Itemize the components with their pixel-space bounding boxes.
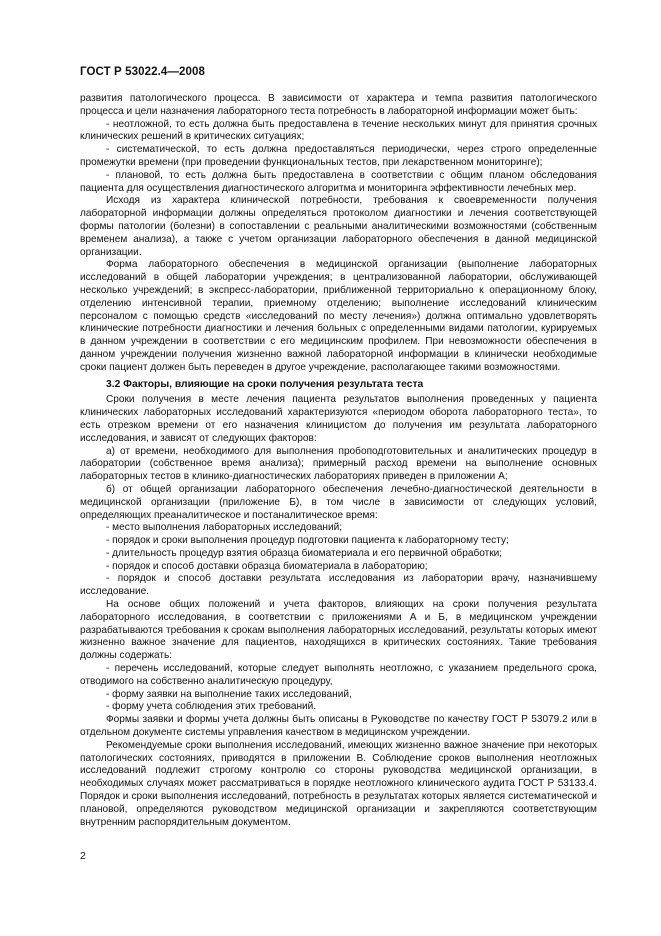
list-item: - порядок и способ доставки результата исследования из лаборатории врачу, назначившему исследование.	[80, 573, 597, 598]
list-item: а) от времени, необходимого для выполнения пробоподготовительных и аналитических процедур в лаборатории (собственное время анализа); примерный расход времени на выполнение основных лабораторных тестов в клинико-диагностических лабораториях приведен в приложении А;	[80, 445, 597, 483]
paragraph: На основе общих положений и учета факторов, влияющих на сроки получения результата лабораторного исследования, в соответствии с приложениями А и Б, в медицинском учреждении разрабатываются требования к срокам выполнения лабораторных исследований, результаты которых имеют жизненно важное значение для пациентов, находящихся в критических состояниях. Такие требования должны содержать:	[80, 599, 597, 662]
paragraph: Формы заявки и формы учета должны быть описаны в Руководстве по качеству ГОСТ Р 53079.2 или в отдельном документе системы управления качеством в медицинском учреждении.	[80, 714, 597, 739]
list-item: - длительность процедур взятия образца биоматериала и его первичной обработки;	[106, 547, 503, 559]
paragraph: Исходя из характера клинической потребности, требования к своевременности получения лабораторной информации должны определяться протоколом диагностики и лечения соответствующей формы патологии (болезни) в сопоставлении с реальными аналитическими возможностями (собственным временем анализа), а также с учетом организации лабораторного обеспечения в данной медицинской организации.	[80, 195, 597, 258]
list-item: - место выполнения лабораторных исследований;	[106, 522, 343, 534]
paragraph: Рекомендуемые сроки выполнения исследований, имеющих жизненно важное значение при некоторых патологических состояниях, приводятся в приложении В. Соблюдение сроков выполнения неотложных исследований подлежит строгому контролю со стороны руководства медицинской организации, в необходимых случаях может рассматриваться в порядке неотложного клинического аудита ГОСТ Р 53133.4. Порядок и сроки выполнения исследований, потребность в результатах которых является систематической и плановой, определяются руководством медицинской организации и закрепляются соответствующим внутренним распорядительным документом.	[80, 739, 597, 828]
list-item: - форму учета соблюдения этих требований.	[106, 701, 317, 713]
main-text	[80, 93, 597, 829]
paragraph: развития патологического процесса. В зависимости от характера и темпа развития патологического процесса и цели назначения лабораторного теста потребность в лабораторной информации может быть:	[80, 93, 597, 117]
section-heading: 3.2 Факторы, влияющие на сроки получения результата теста	[106, 378, 424, 390]
list-item: - систематической, то есть должна предоставляться периодически, через строго определенные промежутки времени (при проведении функциональных тестов, при лекарственном мониторинге);	[80, 144, 597, 168]
list-item: - порядок и способ доставки образца биоматериала в лабораторию;	[106, 560, 428, 572]
document-header: ГОСТ Р 53022.4—2008	[80, 66, 205, 78]
list-item: - форму заявки на выполнение таких исследований,	[106, 688, 352, 700]
list-item: б) от общей организации лабораторного обеспечения лечебно-диагностической деятельности в медицинской организации (приложение Б), в том числе в зависимости от следующих условий, определяющих преаналитическое и постаналитическое время:	[80, 483, 597, 521]
list-item: - порядок и сроки выполнения процедур подготовки пациента к лабораторному тесту;	[106, 535, 509, 547]
page-number: 2	[80, 850, 86, 862]
list-item: - плановой, то есть должна быть предоставлена в соответствии с общим планом обследования пациента для осуществления диагностического алгоритма и мониторинга эффективности лечебных мер.	[80, 169, 597, 194]
list-item: - перечень исследований, которые следует выполнять неотложно, с указанием предельного срока, отводимого на собственно аналитическую процедуру,	[80, 663, 597, 687]
list-item: - неотложной, то есть должна быть предоставлена в течение нескольких минут для принятия срочных клинических решений в критических ситуациях;	[80, 118, 597, 143]
paragraph: Сроки получения в месте лечения пациента результатов выполнения проведенных у пациента клинических лабораторных исследований характеризуются «периодом оборота лабораторного теста», то есть отрезком времени от его назначения клиницистом до получения им результата лабораторного исследования, и зависят от следующих факторов:	[80, 394, 597, 444]
paragraph: Форма лабораторного обеспечения в медицинской организации (выполнение лабораторных исследований в общей лаборатории учреждения; в централизованной лаборатории, обслуживающей несколько учреждений; в экспресс-лаборатории, приближенной территориально к операционному блоку, отделению интенсивной терапии, приемному отделению; выполнение исследований клиническим персоналом с помощью средств «исследований по месту лечения») должна оптимально удовлетворять клинические потребности диагностики и лечения больных с определенными видами патологии, курируемых в данном учреждении в соответствии с его медицинским профилем. При невозможности обеспечения в данном учреждении получения жизненно важной лабораторной информации в клинически необходимые сроки пациент должен быть переведен в другое учреждение, располагающее такими возможностями.	[80, 259, 597, 373]
